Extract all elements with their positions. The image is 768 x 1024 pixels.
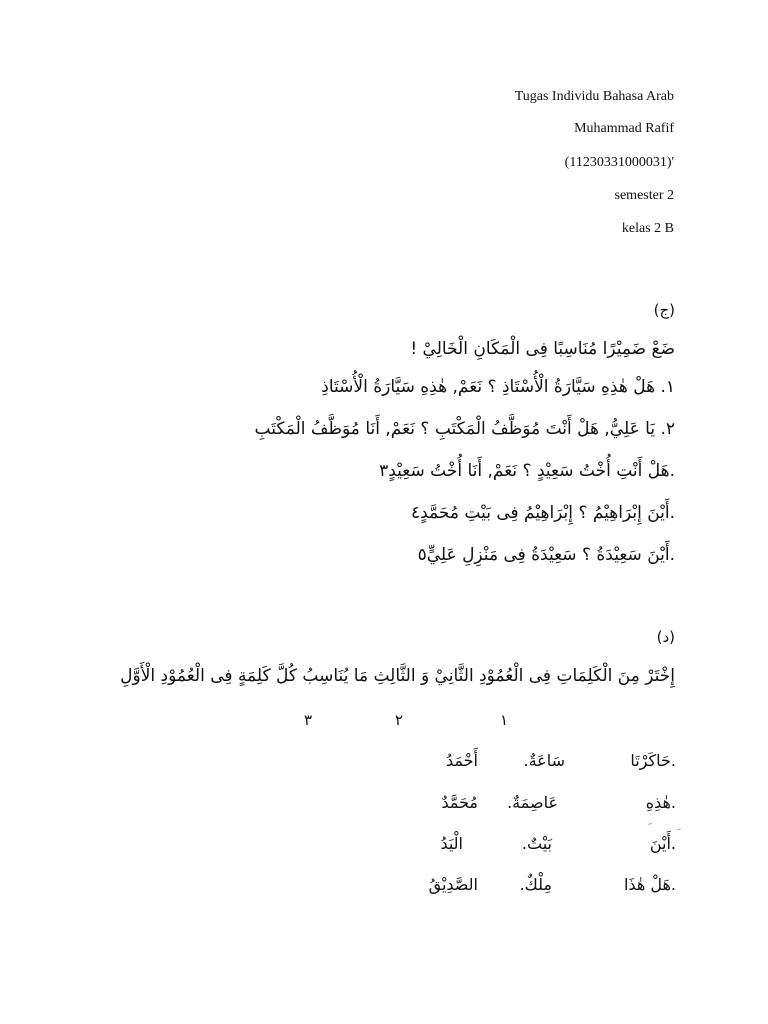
row-1-col-2: سَاعَةٌ. <box>523 751 565 770</box>
row-4-col-2: مِلْكٌ. <box>519 875 552 894</box>
section-j-item-4: .أَيْنَ إِبْرَاهِيْمُ ؟ إِبْرَاهِيْمُ فِى بَيْتِ مُحَمَّدٍ٤ <box>411 503 675 523</box>
row-3-col-1: الْيَدُ <box>440 834 463 853</box>
document-title: Tugas Individu Bahasa Arab <box>514 89 674 104</box>
section-j-item-3: .هَلْ أَنْتِ أُخْتُ سَعِيْدٍ ؟ نَعَمْ, أَنَا أُخْتُ سَعِيْدٍ٣ <box>379 461 675 481</box>
section-j-instruction: ضَعْ ضَمِيْرًا مُنَاسِبًا فِى الْمَكَانِ الْخَالِيْ ! <box>410 339 675 359</box>
semester-label: semester 2 <box>614 188 674 203</box>
section-j-item-1: ١. هَلْ هٰذِهِ سَيَّارَةُ الْأُسْتَاذِ ؟ نَعَمْ, هٰذِهِ سَيَّارَةُ الْأُسْتَاذِ <box>321 377 675 397</box>
section-d-label: (د) <box>656 628 675 646</box>
row-1-col-1: أَحْمَدُ <box>446 751 478 770</box>
section-d-instruction: إِخْتَرْ مِنَ الْكَلِمَاتِ فِى الْعُمُوْدِ الثَّانِيْ وَ الثَّالِثِ مَا يُنَاسِبُ كُلَّ كَلِمَةٍ فِى الْعُمُوْدِ الْأَوَّلِ <box>120 666 675 686</box>
row-1-col-3: .حَاكَرْتَا <box>630 751 676 770</box>
row-3-col-3: .أَيْنَ <box>649 834 676 853</box>
row-4-col-1: الصَّدِيْقُ <box>428 875 478 894</box>
section-j-item-5: .أَيْنَ سَعِيْدَةُ ؟ سَعِيْدَةُ فِى مَنْزِلِ عَلِيٍّ٥ <box>417 545 675 565</box>
student-id: (11230331000031)' <box>564 155 674 170</box>
student-name: Muhammad Rafif <box>574 121 674 136</box>
row-4-col-3: .هَلْ هٰذَا <box>623 875 676 894</box>
section-j-item-2: ٢. يَا عَلِيُّ, هَلْ أَنْتَ مُوَظَّفُ الْمَكْتَبِ ؟ نَعَمْ, أَنَا مُوَظَّفُ الْمَكْتَبِ <box>254 419 675 439</box>
column-number-3: ٣ <box>304 711 313 729</box>
row-2-col-2: عَاصِمَةٌ. <box>507 793 558 812</box>
column-number-1: ١ <box>500 711 509 729</box>
section-j-label: (ج) <box>653 301 675 319</box>
row-2-col-3: .هٰذِهِ <box>645 793 676 812</box>
row-2-col-1: مُحَمَّدٌ <box>441 793 478 812</box>
class-label: kelas 2 B <box>621 221 674 236</box>
row-3-col-2: بَيْتٌ. <box>521 834 552 853</box>
column-number-2: ٢ <box>395 711 404 729</box>
